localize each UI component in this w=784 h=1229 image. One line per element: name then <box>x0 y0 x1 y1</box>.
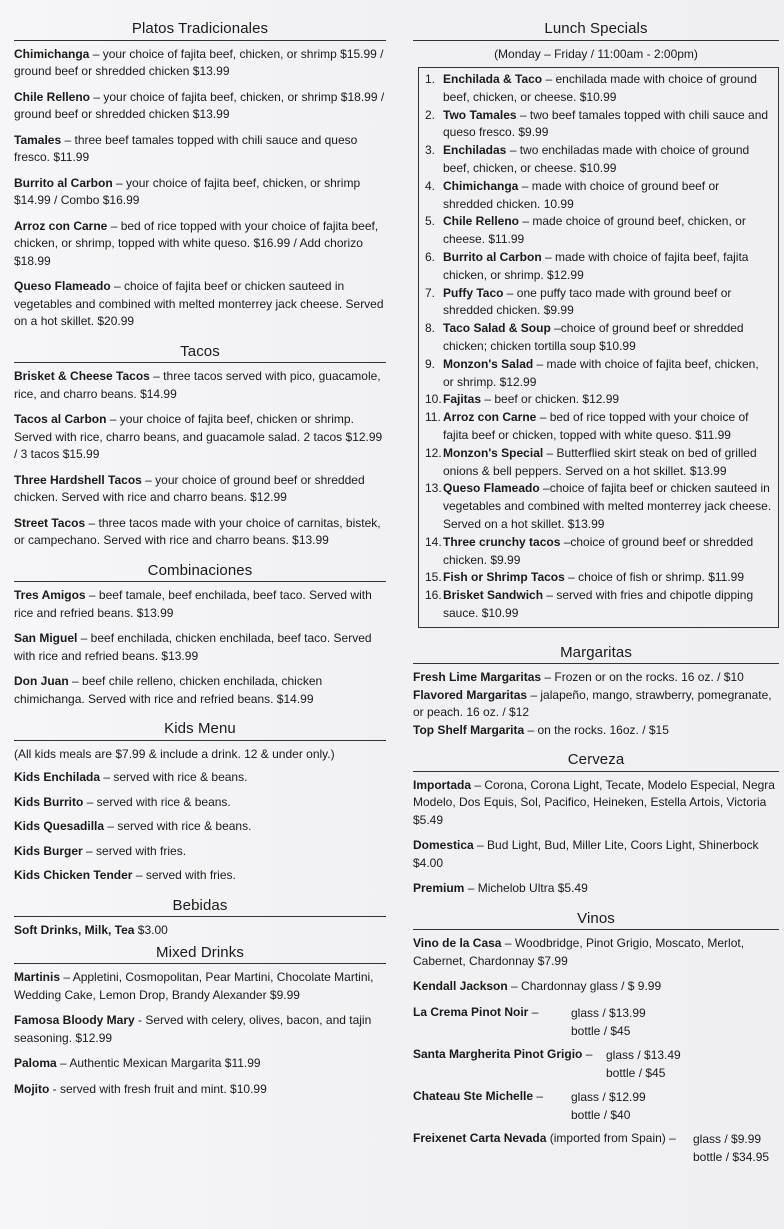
item-name: Chateau Ste Michelle <box>413 1088 534 1103</box>
item-desc: – Michelob Ultra $5.49 <box>464 881 588 896</box>
item-name: Arroz con Carne <box>443 410 537 425</box>
bottle-price: bottle / $45 <box>571 1023 631 1038</box>
item-desc: – your choice of fajita beef, chicken or shrimp. Served with rice, charro beans, and guacamole salad. 2 tacos $12.99 / 3 tacos $15.99 <box>14 412 383 461</box>
menu-item <box>413 669 779 687</box>
item-number: 3. <box>425 143 436 158</box>
item-desc: – three tacos made with your choice of carnitas, bistek, or campechano. Served with rice and charro beans. $13.99 <box>14 515 381 547</box>
item-name: Street Tacos <box>14 515 86 530</box>
item-name: Domestica <box>413 838 474 853</box>
item-number: 14. <box>425 534 442 549</box>
menu-item <box>14 46 386 81</box>
section-title-margaritas: Margaritas <box>413 644 779 665</box>
item-name: Tacos al Carbon <box>14 412 107 426</box>
item-number: 10. <box>425 392 442 407</box>
cerveza-list <box>413 777 779 898</box>
item-desc: – Bud Light, Bud, Miller Lite, Coors Light, Shinerbock $4.00 <box>413 838 759 870</box>
item-desc: – three tacos served with pico, guacamole, rice, and charro beans. $14.99 <box>14 369 381 401</box>
menu-item <box>14 89 386 124</box>
menu-item <box>14 1012 386 1047</box>
section-title-mixed-drinks: Mixed Drinks <box>14 944 386 965</box>
glass-price: glass / $12.99 <box>571 1089 646 1104</box>
item-desc: – served with fries. <box>82 843 187 858</box>
item-number: 7. <box>425 285 436 300</box>
menu-item <box>14 1055 386 1073</box>
mixed-drinks-list <box>14 969 386 1098</box>
combinaciones-list <box>14 587 386 708</box>
item-desc: – made with choice of fajita beef, fajita chicken, or shrimp. $12.99 <box>443 249 749 282</box>
section-title-kids: Kids Menu <box>14 720 386 741</box>
menu-item <box>14 922 386 940</box>
menu-item <box>14 769 386 787</box>
glass-price: glass / $13.99 <box>571 1005 646 1020</box>
item-desc: – your choice of fajita beef, chicken, or shrimp $14.99 / Combo $16.99 <box>14 175 361 207</box>
item-number: 6. <box>425 249 436 264</box>
item-name: San Miguel <box>14 631 78 645</box>
item-name: Vino de la Casa <box>413 936 502 951</box>
list-item <box>425 178 772 214</box>
item-name: Fajitas <box>443 392 482 407</box>
item-name: Three crunchy tacos <box>443 534 561 549</box>
item-name: Taco Salad & Soup <box>443 321 551 336</box>
item-number: 15. <box>425 570 442 585</box>
item-desc: –choice of ground beef or shredded chicken; chicken tortilla soup $10.99 <box>443 321 744 353</box>
item-name: Chile Relleno <box>443 214 520 229</box>
item-name: Kids Enchilada <box>14 770 101 784</box>
item-name: Enchilada & Taco <box>443 72 543 86</box>
item-name: Enchiladas <box>443 143 507 158</box>
item-desc: – served with fries. <box>132 868 236 882</box>
list-item <box>425 480 772 533</box>
item-name: Burrito al Carbon <box>443 249 542 264</box>
item-desc: – enchilada made with choice of ground beef, chicken, or cheese. $10.99 <box>443 72 757 104</box>
item-name: Kids Quesadilla <box>14 819 105 833</box>
item-name: Paloma <box>14 1056 57 1070</box>
item-desc: – Frozen or on the rocks. 16 oz. / $10 <box>541 670 744 685</box>
item-number: 11. <box>425 410 441 425</box>
lunch-specials-box <box>418 67 779 628</box>
menu-item <box>14 969 386 1004</box>
wine-prices <box>571 1088 646 1124</box>
list-item <box>425 587 772 623</box>
menu-item <box>413 777 779 830</box>
list-item <box>425 391 772 409</box>
item-desc: – choice of fajita beef or chicken sauteed in vegetables and combined with melted monterrey jack cheese. Served on a hot skillet. $20.99 <box>14 279 384 328</box>
item-name: Queso Flameado <box>14 279 111 293</box>
lunch-hours: (Monday – Friday / 11:00am - 2:00pm) <box>494 46 698 61</box>
item-number: 8. <box>425 321 436 336</box>
menu-item <box>14 794 386 812</box>
item-number: 4. <box>425 178 436 193</box>
item-desc: – beef enchilada, chicken enchilada, beef taco. Served with rice and refried beans. $13.99 <box>14 631 372 663</box>
glass-price: glass / $13.49 <box>606 1047 681 1062</box>
menu-item <box>14 673 386 708</box>
item-desc: – made with choice of ground beef or shredded chicken. 10.99 <box>443 178 720 211</box>
item-name: Importada <box>413 777 472 792</box>
list-item <box>425 285 772 321</box>
list-item <box>425 356 772 392</box>
item-name: Martinis <box>14 970 61 984</box>
left-column <box>14 20 386 1106</box>
item-number: 9. <box>425 356 436 371</box>
item-number: 16. <box>425 588 442 603</box>
menu-item <box>413 880 779 898</box>
list-item <box>425 409 772 445</box>
menu-item <box>14 472 386 507</box>
menu-item <box>14 218 386 271</box>
list-item <box>425 71 772 107</box>
item-number: 12. <box>425 445 442 460</box>
item-name: Freixenet Carta Nevada <box>413 1130 547 1145</box>
menu-item <box>14 587 386 622</box>
item-desc: – beef chile relleno, chicken enchilada, chicken chimichanga. Served with rice and refried beans. $14.99 <box>14 674 323 706</box>
item-name: La Crema Pinot Noir <box>413 1004 529 1019</box>
item-name: Tres Amigos <box>14 588 86 602</box>
item-desc: – jalapeño, mango, strawberry, pomegranate, or peach. 16 oz. / $12 <box>413 687 772 720</box>
item-desc: $3.00 <box>134 923 168 937</box>
item-desc: – choice of fish or shrimp. $11.99 <box>564 570 745 585</box>
wine-item <box>413 1004 779 1040</box>
lunch-list <box>425 71 772 623</box>
item-desc: – made choice of ground beef, chicken, or cheese. $11.99 <box>443 214 746 247</box>
bottle-price: bottle / $40 <box>571 1107 631 1122</box>
item-name: Fresh Lime Margaritas <box>413 670 542 685</box>
item-name: Fish or Shrimp Tacos <box>443 570 565 585</box>
menu-item <box>14 818 386 836</box>
vinos-list <box>413 935 779 1166</box>
item-name: Chimichanga <box>14 46 90 61</box>
item-dash: – <box>533 1088 544 1103</box>
item-name: Mojito <box>14 1081 50 1096</box>
list-item <box>425 213 772 249</box>
item-desc: –choice of ground beef or shredded chicken. $9.99 <box>443 534 754 567</box>
item-name: Chimichanga <box>443 178 519 193</box>
item-desc: – made with choice of fajita beef, chicken, or shrimp. $12.99 <box>443 356 759 389</box>
list-item <box>425 534 772 570</box>
section-title-cerveza: Cerveza <box>413 751 779 772</box>
list-item <box>425 142 772 178</box>
item-name: Brisket & Cheese Tacos <box>14 369 150 383</box>
menu-item <box>14 411 386 464</box>
item-name: Soft Drinks, Milk, Tea <box>14 923 135 937</box>
list-item <box>425 320 772 356</box>
item-desc: – Corona, Corona Light, Tecate, Modelo Especial, Negra Modelo, Dos Equis, Sol, Pacifico, Heineken, Estella Artois, Victoria $5.49 <box>413 777 775 827</box>
item-number: 13. <box>425 481 442 496</box>
item-dash: – <box>582 1046 593 1061</box>
menu-item <box>14 630 386 665</box>
glass-price: glass / $9.99 <box>693 1131 762 1146</box>
menu-item <box>14 175 386 210</box>
menu-item <box>14 515 386 550</box>
item-name: Don Juan <box>14 674 69 688</box>
item-name: Top Shelf Margarita <box>413 722 525 737</box>
item-name: Kids Burger <box>14 843 83 858</box>
margaritas-list <box>413 669 779 739</box>
platos-list <box>14 46 386 331</box>
item-name: Premium <box>413 881 465 896</box>
bottle-price: bottle / $34.95 <box>693 1149 770 1164</box>
wine-item <box>413 1046 779 1082</box>
item-desc: – Authentic Mexican Margarita $11.99 <box>56 1056 261 1070</box>
item-dash: – <box>528 1004 539 1019</box>
list-item <box>425 249 772 285</box>
bottle-price: bottle / $45 <box>606 1065 666 1080</box>
menu-item <box>14 278 386 331</box>
item-name: Monzon's Special <box>443 445 544 460</box>
kids-list <box>14 746 386 885</box>
item-number: 2. <box>425 107 436 122</box>
item-name: Tamales <box>14 132 62 147</box>
list-item <box>425 569 772 587</box>
item-desc: – your choice of fajita beef, chicken, or shrimp $15.99 / ground beef or shredded chicken $13.99 <box>14 46 384 78</box>
bebidas-list <box>14 922 386 940</box>
item-name: Brisket Sandwich <box>443 588 544 603</box>
list-item <box>425 445 772 481</box>
item-name: Santa Margherita Pinot Grigio <box>413 1046 583 1061</box>
item-name: Kids Chicken Tender <box>14 868 133 882</box>
menu-item <box>413 978 779 996</box>
wine-prices <box>606 1046 681 1082</box>
item-name: Three Hardshell Tacos <box>14 472 142 487</box>
menu-item <box>14 1081 386 1099</box>
menu-item <box>14 867 386 885</box>
section-title-tacos: Tacos <box>14 343 386 364</box>
section-title-combinaciones: Combinaciones <box>14 562 386 583</box>
section-title-bebidas: Bebidas <box>14 897 386 918</box>
menu-item <box>413 722 779 740</box>
item-desc: – beef or chicken. $12.99 <box>481 392 620 407</box>
item-desc: – served with rice & beans. <box>83 794 231 809</box>
item-desc: – Woodbridge, Pinot Grigio, Moscato, Merlot, Cabernet, Chardonnay $7.99 <box>413 936 745 968</box>
menu-item <box>14 368 386 403</box>
item-desc: – Butterflied skirt steak on bed of grilled onions & bell peppers. Served on a hot skillet. $13.99 <box>443 445 757 478</box>
item-desc: – Chardonnay glass / $ 9.99 <box>507 979 662 994</box>
item-number: 1. <box>425 72 436 86</box>
wine-prices <box>693 1130 769 1166</box>
item-name: Puffy Taco <box>443 285 504 300</box>
item-desc: - Served with celery, olives, bacon, and tajin seasoning. $12.99 <box>14 1013 372 1045</box>
item-number: 5. <box>425 214 436 229</box>
list-item <box>425 107 772 143</box>
menu-item <box>413 837 779 872</box>
item-desc: – served with fries and chipotle dipping sauce. $10.99 <box>443 588 754 620</box>
menu-item <box>413 935 779 970</box>
menu-item <box>14 132 386 167</box>
wine-prices <box>571 1004 646 1040</box>
item-desc: –choice of fajita beef or chicken sauteed in vegetables and combined with melted monterrey jack cheese. Served on a hot skillet. $13.99 <box>443 481 772 531</box>
tacos-list <box>14 368 386 550</box>
item-desc: – bed of rice topped with your choice of fajita beef, chicken, or shrimp, topped with white queso. $16.99 / Add chorizo $18.99 <box>14 218 379 268</box>
menu-item <box>14 843 386 861</box>
item-name: Kendall Jackson <box>413 979 508 994</box>
item-name: Famosa Bloody Mary <box>14 1013 135 1027</box>
item-desc: – your choice of ground beef or shredded chicken. Served with rice and charro beans. $12.99 <box>14 472 365 504</box>
item-desc: – beef tamale, beef enchilada, beef taco. Served with rice and refried beans. $13.99 <box>14 588 372 620</box>
wine-item <box>413 1130 779 1166</box>
item-name: Arroz con Carne <box>14 218 108 233</box>
item-desc: – served with rice & beans. <box>104 819 252 833</box>
item-desc: – one puffy taco made with ground beef or shredded chicken. $9.99 <box>443 285 732 318</box>
wine-item <box>413 1088 779 1124</box>
item-desc: – served with rice & beans. <box>100 770 248 784</box>
right-column <box>413 20 779 1172</box>
item-desc: – two enchiladas made with choice of ground beef, chicken, or cheese. $10.99 <box>443 143 750 175</box>
item-desc: – two beef tamales topped with chili sauce and queso fresco. $9.99 <box>443 107 769 140</box>
item-name: Flavored Margaritas <box>413 687 528 702</box>
item-name: Chile Relleno <box>14 89 91 104</box>
item-desc: – your choice of fajita beef, chicken, or shrimp $18.99 / ground beef or shredded chicken $13.99 <box>14 89 385 121</box>
item-desc: – three beef tamales topped with chili sauce and queso fresco. $11.99 <box>14 132 358 164</box>
section-title-vinos: Vinos <box>413 910 779 931</box>
kids-note: (All kids meals are $7.99 & include a drink. 12 & under only.) <box>14 746 335 761</box>
section-title-platos: Platos Tradicionales <box>14 20 386 41</box>
section-title-lunch: Lunch Specials <box>413 20 779 41</box>
item-name: Monzon's Salad <box>443 356 534 371</box>
item-name: Queso Flameado <box>443 481 540 496</box>
item-name: Two Tamales <box>443 107 517 122</box>
item-desc: – on the rocks. 16oz. / $15 <box>524 722 669 737</box>
item-name: Burrito al Carbon <box>14 175 113 190</box>
item-desc: – Appletini, Cosmopolitan, Pear Martini, Chocolate Martini, Wedding Cake, Lemon Drop, Brandy Alexander $9.99 <box>14 970 374 1002</box>
item-desc: – bed of rice topped with your choice of fajita beef or chicken, topped with white queso. $11.99 <box>443 410 749 442</box>
item-name: Kids Burrito <box>14 794 84 809</box>
item-desc: - served with fresh fruit and mint. $10.99 <box>49 1081 267 1096</box>
menu-item <box>413 687 779 722</box>
item-dash: (imported from Spain) – <box>546 1130 676 1145</box>
